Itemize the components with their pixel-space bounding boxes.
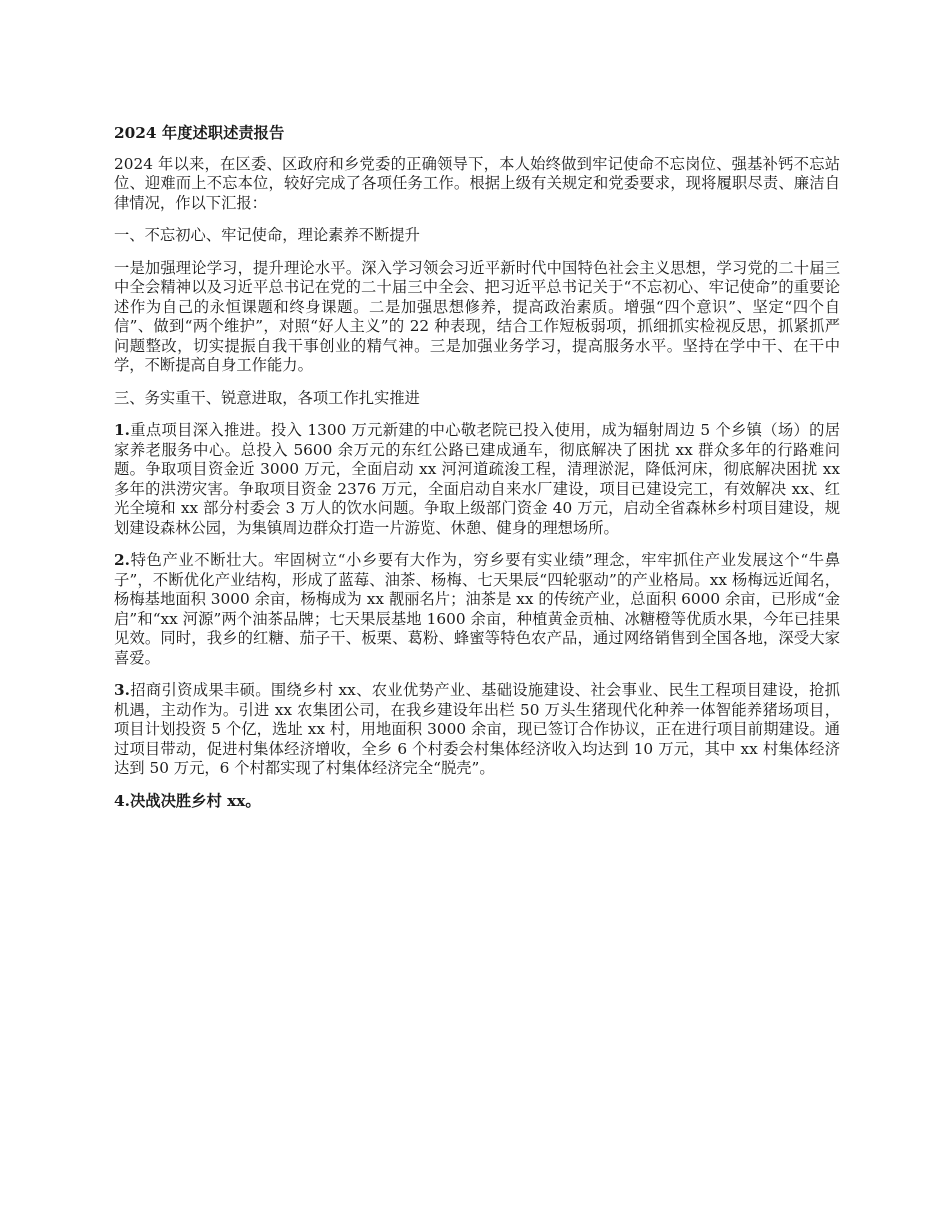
intro-paragraph: 2024 年以来，在区委、区政府和乡党委的正确领导下，本人始终做到牢记使命不忘岗位、强基补钙不忘站位、迎难而上不忘本位，较好完成了各项任务工作。根据上级有关规定和党委要求，现将履职尽责、廉洁自律情况，作以下汇报：	[114, 154, 840, 212]
section-1-body: 一是加强理论学习，提升理论水平。深入学习领会习近平新时代中国特色社会主义思想，学习党的二十届三中全会精神以及习近平总书记在党的二十届三中全会、把习近平总书记关于“不忘初心、牢记使命”的重要论述作为自己的永恒课题和终身课题。二是加强思想修养，提高政治素质。增强“四个意识”、坚定“四个自信”、做到“两个维护”，对照“好人主义”的 22 种表现，结合工作短板弱项，抓细抓实检视反思，抓紧抓严问题整改，切实提振自我干事创业的精气神。三是加强业务学习，提高服务水平。坚持在学中干、在干中学，不断提高自身工作能力。	[114, 258, 840, 374]
item-2-number: 2.	[114, 551, 130, 569]
item-1-paragraph	[114, 421, 840, 538]
item-1-lead: 重点项目深入推进。	[129, 421, 271, 439]
item-1-text: 投入 1300 万元新建的中心敬老院已投入使用，成为辐射周边 5 个乡镇（场）的居家养老服务中心。总投入 5600 余万元的东红公路已建成通车，彻底解决了困扰 xx 群众多年的行路难问题。争取项目资金近 3000 万元，全面启动 xx 河河道疏浚工程，清理淤泥，降低河床，彻底解决困扰 xx 多年的洪涝灾害。争取项目资金 2376 万元，全面启动自来水厂建设，项目已建设完工，有效解决 xx、红光全境和 xx 部分村委会 3 万人的饮水问题。争取上级部门资金 40 万元，启动全省森林乡村项目建设，规划建设森林公园，为集镇周边群众打造一片游览、休憩、健身的理想场所。	[114, 421, 840, 537]
item-4-number: 4.	[114, 791, 130, 810]
item-1-number: 1.	[114, 421, 130, 439]
item-4-lead: 决战决胜乡村 xx。	[129, 791, 261, 810]
item-4-paragraph	[114, 792, 840, 812]
item-2-text: 牢固树立“小乡要有大作为，穷乡要有实业绩”理念，牢牢抓住产业发展这个“牛鼻子”，不断优化产业结构，形成了蓝莓、油茶、杨梅、七天果辰“四轮驱动”的产业格局。xx 杨梅远近闻名，杨梅基地面积 3000 余亩，杨梅成为 xx 靓丽名片；油茶是 xx 的传统产业，总面积 6000 余亩，已形成“金启”和“xx 河源”两个油茶品牌；七天果辰基地 1600 余亩，种植黄金贡柚、冰糖橙等优质水果，今年已挂果见效。同时，我乡的红糖、茄子干、板栗、葛粉、蜂蜜等特色农产品，通过网络销售到全国各地，深受大家喜爱。	[114, 551, 840, 667]
item-3-lead: 招商引资成果丰硕。	[129, 681, 271, 699]
section-1-heading: 一、不忘初心、牢记使命，理论素养不断提升	[114, 226, 420, 244]
section-3-heading: 三、务实重干、锐意进取，各项工作扎实推进	[114, 388, 420, 407]
item-3-number: 3.	[114, 681, 130, 699]
item-3-text: 围绕乡村 xx、农业优势产业、基础设施建设、社会事业、民生工程项目建设，抢抓机遇，主动作为。引进 xx 农集团公司，在我乡建设年出栏 50 万头生猪现代化种养一体智能养猪场项目，项目计划投资 5 个亿，选址 xx 村，用地面积 3000 余亩，现已签订合作协议，正在进行项目前期建设。通过项目带动，促进村集体经济增收，全乡 6 个村委会村集体经济收入均达到 10 万元，其中 xx 村集体经济达到 50 万元，6 个村都实现了村集体经济完全“脱壳”。	[114, 681, 840, 777]
item-3-paragraph	[114, 681, 840, 779]
document-title: 2024 年度述职述责报告	[114, 124, 285, 142]
item-2-paragraph	[114, 551, 840, 668]
item-2-lead: 特色产业不断壮大。	[129, 551, 274, 569]
document-page	[114, 124, 840, 824]
